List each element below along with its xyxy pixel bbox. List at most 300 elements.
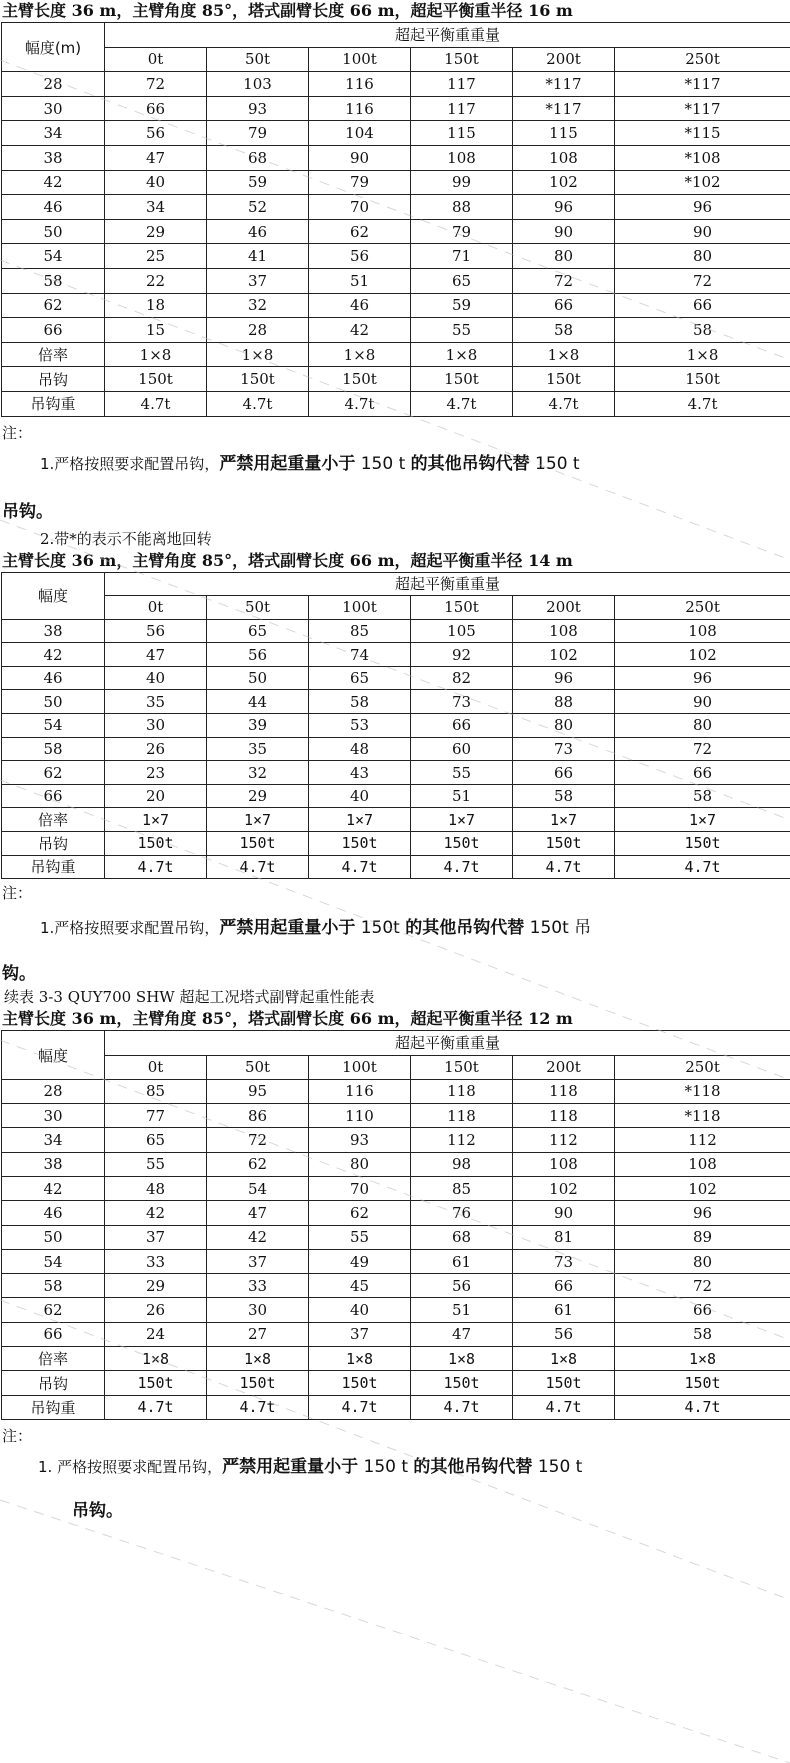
radius-cell: 62 — [2, 293, 105, 318]
capacity-cell: 55 — [309, 1225, 411, 1249]
capacity-cell: 66 — [105, 96, 207, 121]
value-cell: 4.7t — [615, 855, 790, 879]
capacity-cell: 72 — [513, 268, 615, 293]
table-row — [2, 244, 790, 269]
value-cell: 1×8 — [105, 1347, 207, 1371]
table-row — [2, 145, 790, 170]
counterweight-column-header: 100t — [309, 47, 411, 72]
note-emphasis: 的其他吊钩代替 — [405, 918, 525, 939]
counterweight-column-header: 0t — [105, 1055, 207, 1079]
capacity-cell: 49 — [309, 1249, 411, 1273]
capacity-cell: 73 — [513, 1249, 615, 1273]
capacity-cell: 65 — [105, 1128, 207, 1152]
capacity-cell: 112 — [513, 1128, 615, 1152]
capacity-cell: 117 — [411, 96, 513, 121]
load-chart-table — [1, 1030, 790, 1420]
capacity-cell: 51 — [411, 1298, 513, 1322]
capacity-cell: 68 — [411, 1225, 513, 1249]
table-row — [2, 342, 790, 367]
table-row — [2, 72, 790, 97]
table-row — [2, 690, 790, 714]
value-cell: 4.7t — [105, 391, 207, 416]
radius-cell: 62 — [2, 1298, 105, 1322]
table-row — [2, 1395, 790, 1419]
value-cell: 4.7t — [309, 855, 411, 879]
capacity-cell: 80 — [615, 1249, 790, 1273]
table-row — [2, 643, 790, 667]
capacity-cell: 48 — [105, 1177, 207, 1201]
capacity-cell: 18 — [105, 293, 207, 318]
capacity-cell: 70 — [309, 1177, 411, 1201]
value-cell: 4.7t — [207, 855, 309, 879]
capacity-cell: 22 — [105, 268, 207, 293]
value-cell: 1×7 — [207, 808, 309, 832]
capacity-cell: 47 — [105, 643, 207, 667]
value-cell: 1×8 — [207, 342, 309, 367]
table-row — [2, 318, 790, 343]
capacity-cell: 37 — [105, 1225, 207, 1249]
capacity-cell: 34 — [105, 195, 207, 220]
table-row — [2, 808, 790, 832]
table-header-row — [2, 23, 790, 48]
table-row — [2, 268, 790, 293]
capacity-cell: 37 — [207, 1249, 309, 1273]
value-cell: 4.7t — [615, 1395, 790, 1419]
capacity-cell: 59 — [411, 293, 513, 318]
table-row — [2, 195, 790, 220]
value-cell: 150t — [513, 832, 615, 856]
capacity-cell: 80 — [615, 714, 790, 738]
table-row — [2, 855, 790, 879]
table-row — [2, 1152, 790, 1176]
capacity-cell: 74 — [309, 643, 411, 667]
capacity-cell: *118 — [615, 1104, 790, 1128]
capacity-cell: 56 — [105, 619, 207, 643]
capacity-cell: 59 — [207, 170, 309, 195]
capacity-cell: 88 — [513, 690, 615, 714]
table-row — [2, 737, 790, 761]
capacity-cell: 79 — [309, 170, 411, 195]
capacity-cell: 72 — [207, 1128, 309, 1152]
value-cell: 4.7t — [309, 1395, 411, 1419]
radius-cell: 58 — [2, 1274, 105, 1298]
capacity-cell: 72 — [615, 737, 790, 761]
radius-cell: 66 — [2, 318, 105, 343]
capacity-cell: 105 — [411, 619, 513, 643]
value-cell: 150t — [207, 1371, 309, 1395]
capacity-cell: 118 — [411, 1104, 513, 1128]
section-radius-14 — [0, 550, 790, 985]
value-cell: 4.7t — [513, 855, 615, 879]
capacity-cell: 66 — [411, 714, 513, 738]
table-row — [2, 1249, 790, 1273]
capacity-cell: 85 — [309, 619, 411, 643]
value-cell: 150t — [105, 367, 207, 392]
capacity-cell: 82 — [411, 666, 513, 690]
capacity-cell: 80 — [309, 1152, 411, 1176]
capacity-cell: 47 — [105, 145, 207, 170]
capacity-cell: *117 — [513, 72, 615, 97]
capacity-cell: 29 — [105, 1274, 207, 1298]
value-cell: 1×8 — [513, 1347, 615, 1371]
counterweight-column-header: 100t — [309, 596, 411, 620]
note-item-1 — [0, 1452, 790, 1482]
note-heading: 注： — [2, 423, 33, 442]
capacity-cell: 102 — [513, 170, 615, 195]
capacity-cell: 77 — [105, 1104, 207, 1128]
capacity-cell: 53 — [309, 714, 411, 738]
capacity-cell: 66 — [513, 1274, 615, 1298]
radius-cell: 46 — [2, 195, 105, 220]
capacity-cell: 26 — [105, 737, 207, 761]
capacity-cell: 33 — [105, 1249, 207, 1273]
radius-cell: 54 — [2, 1249, 105, 1273]
capacity-cell: 116 — [309, 72, 411, 97]
counterweight-header: 超起平衡重重量 — [105, 1031, 790, 1055]
capacity-cell: 73 — [513, 737, 615, 761]
capacity-cell: 66 — [615, 761, 790, 785]
capacity-cell: 24 — [105, 1322, 207, 1346]
capacity-cell: 92 — [411, 643, 513, 667]
radius-cell: 46 — [2, 666, 105, 690]
capacity-cell: 58 — [615, 1322, 790, 1346]
capacity-cell: 85 — [105, 1079, 207, 1103]
capacity-cell: 56 — [513, 1322, 615, 1346]
capacity-cell: 95 — [207, 1079, 309, 1103]
capacity-cell: 29 — [105, 219, 207, 244]
capacity-cell: 118 — [513, 1079, 615, 1103]
counterweight-column-header: 200t — [513, 596, 615, 620]
counterweight-column-header: 150t — [411, 596, 513, 620]
radius-cell: 34 — [2, 1128, 105, 1152]
capacity-cell: 108 — [513, 145, 615, 170]
capacity-cell: 32 — [207, 293, 309, 318]
table-row — [2, 170, 790, 195]
capacity-cell: 37 — [309, 1322, 411, 1346]
capacity-cell: 118 — [411, 1079, 513, 1103]
note-emphasis: 严禁用起重量小于 — [219, 918, 356, 939]
capacity-cell: 43 — [309, 761, 411, 785]
capacity-cell: 108 — [615, 619, 790, 643]
capacity-cell: 70 — [309, 195, 411, 220]
table-row — [2, 761, 790, 785]
capacity-cell: 96 — [615, 195, 790, 220]
load-chart-table — [1, 572, 790, 880]
capacity-cell: 102 — [513, 1177, 615, 1201]
capacity-cell: 88 — [411, 195, 513, 220]
capacity-cell: 44 — [207, 690, 309, 714]
capacity-cell: 96 — [615, 666, 790, 690]
value-cell: 4.7t — [207, 391, 309, 416]
capacity-cell: 118 — [513, 1104, 615, 1128]
capacity-cell: *118 — [615, 1079, 790, 1103]
table-row — [2, 784, 790, 808]
capacity-cell: 115 — [513, 121, 615, 146]
value-cell: 150t — [207, 367, 309, 392]
capacity-cell: 55 — [105, 1152, 207, 1176]
radius-cell: 66 — [2, 1322, 105, 1346]
row-label-cell: 吊钩 — [2, 832, 105, 856]
radius-cell: 38 — [2, 619, 105, 643]
capacity-cell: 62 — [309, 219, 411, 244]
capacity-cell: 42 — [309, 318, 411, 343]
capacity-cell: 51 — [309, 268, 411, 293]
note-wrap: 吊钩。 — [72, 1500, 123, 1521]
capacity-cell: 112 — [411, 1128, 513, 1152]
capacity-cell: 103 — [207, 72, 309, 97]
capacity-cell: 93 — [207, 96, 309, 121]
row-label-cell: 倍率 — [2, 1347, 105, 1371]
counterweight-column-header: 50t — [207, 47, 309, 72]
capacity-cell: 110 — [309, 1104, 411, 1128]
capacity-cell: 76 — [411, 1201, 513, 1225]
table-row — [2, 1177, 790, 1201]
value-cell: 1×7 — [105, 808, 207, 832]
capacity-cell: 96 — [615, 1201, 790, 1225]
radius-cell: 46 — [2, 1201, 105, 1225]
capacity-cell: 80 — [513, 714, 615, 738]
counterweight-column-header: 150t — [411, 1055, 513, 1079]
capacity-cell: 42 — [105, 1201, 207, 1225]
table-row — [2, 1079, 790, 1103]
capacity-cell: 41 — [207, 244, 309, 269]
radius-cell: 58 — [2, 268, 105, 293]
value-cell: 150t — [411, 832, 513, 856]
radius-cell: 50 — [2, 1225, 105, 1249]
radius-cell: 28 — [2, 1079, 105, 1103]
note-emphasis: 的其他吊钩代替 — [410, 453, 530, 474]
capacity-cell: 102 — [615, 643, 790, 667]
radius-cell: 42 — [2, 643, 105, 667]
capacity-cell: 62 — [207, 1152, 309, 1176]
radius-cell: 38 — [2, 145, 105, 170]
capacity-cell: 65 — [411, 268, 513, 293]
load-chart-table — [1, 22, 790, 417]
counterweight-column-header: 250t — [615, 596, 790, 620]
counterweight-column-header: 100t — [309, 1055, 411, 1079]
note-wrap: 吊钩。 — [2, 501, 53, 522]
row-label-cell: 倍率 — [2, 808, 105, 832]
counterweight-column-header: 150t — [411, 47, 513, 72]
capacity-cell: 90 — [309, 145, 411, 170]
capacity-cell: 72 — [105, 72, 207, 97]
value-cell: 1×8 — [615, 1347, 790, 1371]
capacity-cell: 98 — [411, 1152, 513, 1176]
capacity-cell: 65 — [309, 666, 411, 690]
capacity-cell: 32 — [207, 761, 309, 785]
capacity-cell: 40 — [309, 1298, 411, 1322]
table-row — [2, 367, 790, 392]
table-header-row — [2, 596, 790, 620]
section-title: 主臂长度 36 m，主臂角度 85°，塔式副臂长度 66 m，超起平衡重半径 16 m — [2, 1, 573, 20]
row-label-cell: 吊钩重 — [2, 391, 105, 416]
table-header-row — [2, 47, 790, 72]
table-header-row — [2, 572, 790, 596]
note-text: 150t 吊 — [524, 918, 592, 939]
capacity-cell: 39 — [207, 714, 309, 738]
capacity-cell: 93 — [309, 1128, 411, 1152]
capacity-cell: 116 — [309, 96, 411, 121]
value-cell: 150t — [615, 367, 790, 392]
radius-cell: 66 — [2, 784, 105, 808]
counterweight-column-header: 50t — [207, 596, 309, 620]
capacity-cell: *108 — [615, 145, 790, 170]
capacity-cell: 51 — [411, 784, 513, 808]
capacity-cell: 96 — [513, 666, 615, 690]
value-cell: 1×8 — [309, 342, 411, 367]
value-cell: 1×7 — [615, 808, 790, 832]
row-label-cell: 吊钩重 — [2, 1395, 105, 1419]
table-header-row — [2, 1055, 790, 1079]
capacity-cell: 23 — [105, 761, 207, 785]
value-cell: 150t — [105, 832, 207, 856]
value-cell: 4.7t — [513, 1395, 615, 1419]
table-caption: 续表 3-3 QUY700 SHW 超起工况塔式副臂起重性能表 — [4, 988, 375, 1007]
capacity-cell: 108 — [615, 1152, 790, 1176]
capacity-cell: 86 — [207, 1104, 309, 1128]
note-emphasis: 严禁用起重量小于 — [222, 1456, 359, 1477]
counterweight-column-header: 200t — [513, 1055, 615, 1079]
table-row — [2, 1201, 790, 1225]
capacity-cell: 35 — [105, 690, 207, 714]
capacity-cell: 90 — [615, 690, 790, 714]
value-cell: 150t — [411, 1371, 513, 1395]
radius-cell: 42 — [2, 170, 105, 195]
value-cell: 4.7t — [105, 855, 207, 879]
counterweight-column-header: 250t — [615, 47, 790, 72]
value-cell: 150t — [207, 832, 309, 856]
capacity-cell: 80 — [615, 244, 790, 269]
note-item-1 — [0, 913, 790, 943]
value-cell: 150t — [309, 367, 411, 392]
capacity-cell: 26 — [105, 1298, 207, 1322]
note-text: 1. 严格按照要求配置吊钩， — [38, 1457, 223, 1476]
table-row — [2, 293, 790, 318]
note-text: 150 t — [529, 453, 580, 474]
value-cell: 1×8 — [105, 342, 207, 367]
capacity-cell: 61 — [411, 1249, 513, 1273]
radius-cell: 62 — [2, 761, 105, 785]
capacity-cell: 66 — [615, 293, 790, 318]
radius-header: 幅度(m) — [2, 23, 105, 72]
table-row — [2, 832, 790, 856]
capacity-cell: 30 — [105, 714, 207, 738]
capacity-cell: 40 — [105, 170, 207, 195]
value-cell: 4.7t — [207, 1395, 309, 1419]
table-header-row — [2, 1031, 790, 1055]
capacity-cell: 80 — [513, 244, 615, 269]
capacity-cell: 72 — [615, 268, 790, 293]
table-row — [2, 391, 790, 416]
counterweight-header: 超起平衡重重量 — [105, 23, 790, 48]
radius-header: 幅度 — [2, 572, 105, 619]
radius-cell: 50 — [2, 219, 105, 244]
value-cell: 4.7t — [411, 1395, 513, 1419]
capacity-cell: 58 — [309, 690, 411, 714]
value-cell: 1×7 — [411, 808, 513, 832]
value-cell: 1×8 — [207, 1347, 309, 1371]
value-cell: 1×7 — [309, 808, 411, 832]
counterweight-header: 超起平衡重重量 — [105, 572, 790, 596]
counterweight-column-header: 200t — [513, 47, 615, 72]
radius-cell: 34 — [2, 121, 105, 146]
capacity-cell: 65 — [207, 619, 309, 643]
capacity-cell: 58 — [513, 784, 615, 808]
capacity-cell: 99 — [411, 170, 513, 195]
capacity-cell: 46 — [207, 219, 309, 244]
value-cell: 1×8 — [411, 342, 513, 367]
value-cell: 150t — [105, 1371, 207, 1395]
capacity-cell: 47 — [207, 1201, 309, 1225]
table-row — [2, 219, 790, 244]
counterweight-column-header: 50t — [207, 1055, 309, 1079]
section-title: 主臂长度 36 m，主臂角度 85°，塔式副臂长度 66 m，超起平衡重半径 14 m — [2, 550, 573, 570]
capacity-cell: 42 — [207, 1225, 309, 1249]
capacity-cell: 89 — [615, 1225, 790, 1249]
capacity-cell: 56 — [207, 643, 309, 667]
capacity-cell: *117 — [513, 96, 615, 121]
capacity-cell: 66 — [615, 1298, 790, 1322]
capacity-cell: *117 — [615, 96, 790, 121]
capacity-cell: 71 — [411, 244, 513, 269]
capacity-cell: 60 — [411, 737, 513, 761]
capacity-cell: *115 — [615, 121, 790, 146]
value-cell: 150t — [513, 367, 615, 392]
radius-cell: 38 — [2, 1152, 105, 1176]
capacity-cell: 15 — [105, 318, 207, 343]
radius-cell: 28 — [2, 72, 105, 97]
capacity-cell: 20 — [105, 784, 207, 808]
capacity-cell: 58 — [615, 784, 790, 808]
value-cell: 4.7t — [411, 391, 513, 416]
capacity-cell: 35 — [207, 737, 309, 761]
capacity-cell: 116 — [309, 1079, 411, 1103]
capacity-cell: 54 — [207, 1177, 309, 1201]
capacity-cell: 55 — [411, 318, 513, 343]
capacity-cell: 104 — [309, 121, 411, 146]
value-cell: 1×8 — [615, 342, 790, 367]
capacity-cell: 56 — [411, 1274, 513, 1298]
value-cell: 150t — [615, 832, 790, 856]
table-row — [2, 666, 790, 690]
radius-cell: 30 — [2, 96, 105, 121]
capacity-cell: 52 — [207, 195, 309, 220]
capacity-cell: 85 — [411, 1177, 513, 1201]
capacity-cell: 117 — [411, 72, 513, 97]
value-cell: 1×8 — [513, 342, 615, 367]
table-row — [2, 1371, 790, 1395]
capacity-cell: 115 — [411, 121, 513, 146]
counterweight-column-header: 250t — [615, 1055, 790, 1079]
table-row — [2, 1347, 790, 1371]
capacity-cell: 27 — [207, 1322, 309, 1346]
note-emphasis: 严禁用起重量小于 — [219, 453, 356, 474]
capacity-cell: 61 — [513, 1298, 615, 1322]
capacity-cell: 48 — [309, 737, 411, 761]
radius-cell: 50 — [2, 690, 105, 714]
counterweight-column-header: 0t — [105, 47, 207, 72]
capacity-cell: 108 — [513, 619, 615, 643]
note-heading: 注： — [2, 884, 33, 903]
capacity-cell: *102 — [615, 170, 790, 195]
capacity-cell: 112 — [615, 1128, 790, 1152]
row-label-cell: 吊钩 — [2, 367, 105, 392]
value-cell: 4.7t — [411, 855, 513, 879]
note-text: 150t — [355, 918, 406, 939]
value-cell: 150t — [309, 832, 411, 856]
capacity-cell: 30 — [207, 1298, 309, 1322]
capacity-cell: 55 — [411, 761, 513, 785]
